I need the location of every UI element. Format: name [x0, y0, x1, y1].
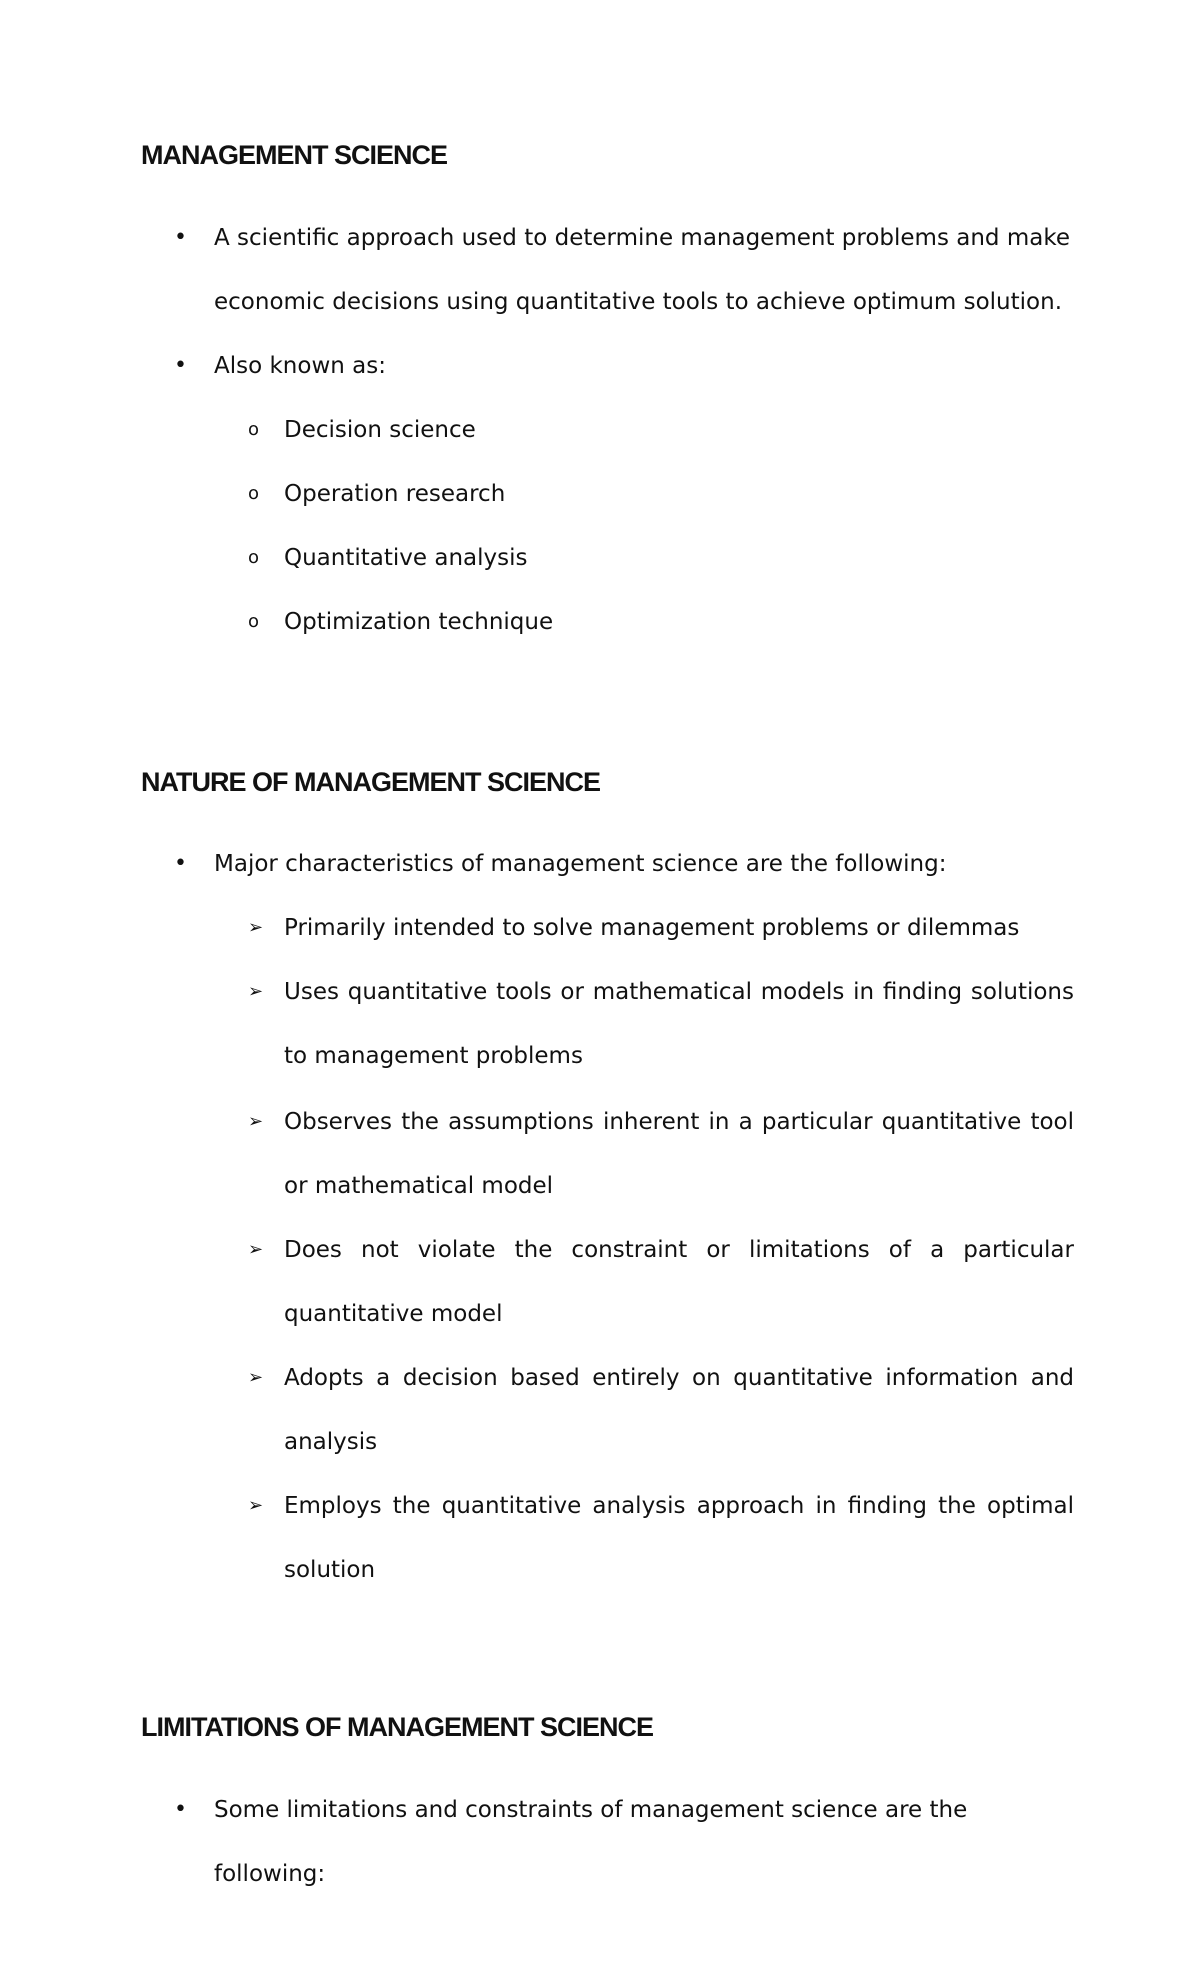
sub-list-text: Decision science [284, 417, 476, 443]
arrow-marker: ➢ [248, 981, 264, 1002]
sub-list-text: Adopts a decision based entirely on quantitative information and analysis [284, 1365, 1074, 1455]
section-heading: LIMITATIONS OF MANAGEMENT SCIENCE [141, 1712, 653, 1742]
bullet-marker: • [174, 225, 187, 250]
sub-list-item [248, 1218, 1074, 1346]
section-heading: MANAGEMENT SCIENCE [141, 140, 448, 170]
sub-list-text: Primarily intended to solve management problems or dilemmas [284, 915, 1020, 941]
bullet-text: Also known as: [214, 353, 386, 379]
sub-list-text: Observes the assumptions inherent in a particular quantitative tool or mathematical model [284, 1109, 1074, 1199]
bullet-marker: • [174, 1797, 187, 1822]
sub-list-text: Quantitative analysis [284, 545, 528, 571]
sub-list-item [248, 1474, 1074, 1602]
bullet-item [174, 334, 1074, 398]
sub-list-item [248, 526, 1074, 590]
sub-list-text: Employs the quantitative analysis approach in finding the optimal solution [284, 1493, 1074, 1583]
sub-list-text: Does not violate the constraint or limitations of a particular quantitative model [284, 1237, 1074, 1327]
bullet-item [174, 832, 1074, 896]
bullet-marker: • [174, 851, 187, 876]
bullet-text: A scientific approach used to determine management problems and make economic decisions using quantitative tools to achieve optimum solution. [214, 225, 1070, 315]
arrow-marker: ➢ [248, 917, 264, 938]
arrow-marker: ➢ [248, 1495, 264, 1516]
sub-list-item [248, 590, 1074, 654]
circle-marker: o [248, 419, 260, 440]
sub-list-text: Optimization technique [284, 609, 554, 635]
arrow-marker: ➢ [248, 1111, 264, 1132]
circle-marker: o [248, 547, 260, 568]
sub-list-text: Uses quantitative tools or mathematical models in finding solutions to management problems [284, 979, 1074, 1069]
sub-list-text: Operation research [284, 481, 506, 507]
sub-list-item [248, 462, 1074, 526]
bullet-item [174, 206, 1074, 334]
sub-list-item [248, 1090, 1074, 1218]
arrow-marker: ➢ [248, 1239, 264, 1260]
section-heading: NATURE OF MANAGEMENT SCIENCE [141, 767, 601, 797]
circle-marker: o [248, 483, 260, 504]
circle-marker: o [248, 611, 260, 632]
sub-list-item [248, 1346, 1074, 1474]
bullet-text: Major characteristics of management science are the following: [214, 851, 947, 877]
bullet-marker: • [174, 353, 187, 378]
sub-list-item [248, 960, 1074, 1088]
sub-list-item [248, 398, 1074, 462]
sub-list-item [248, 896, 1074, 960]
arrow-marker: ➢ [248, 1367, 264, 1388]
bullet-item [174, 1778, 1074, 1906]
bullet-text: Some limitations and constraints of management science are the following: [214, 1797, 968, 1887]
